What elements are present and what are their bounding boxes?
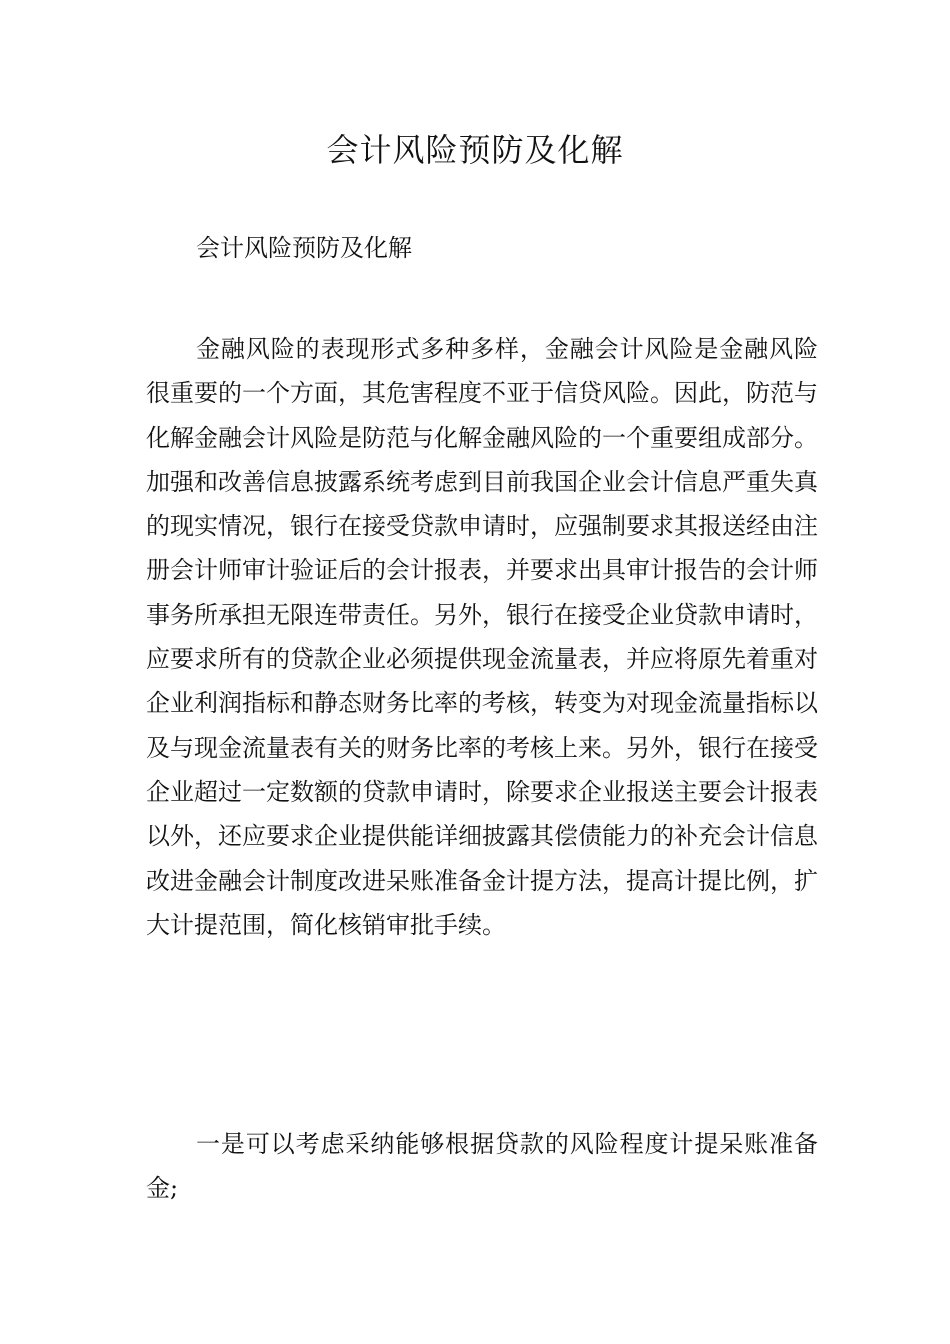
body-paragraph: 金融风险的表现形式多种多样，金融会计风险是金融风险很重要的一个方面，其危害程度不亚于信贷风险。因此，防范与化解金融会计风险是防范与化解金融风险的一个重要组成部分。加强和改善信息披露系统考虑到目前我国企业会计信息严重失真的现实情况，银行在接受贷款申请时，应强制要求其报送经由注册会计师审计验证后的会计报表，并要求出具审计报告的会计师事务所承担无限连带责任。另外，银行在接受企业贷款申请时，应要求所有的贷款企业必须提供现金流量表，并应将原先着重对企业利润指标和静态财务比率的考核，转变为对现金流量指标以及与现金流量表有关的财务比率的考核上来。另外，银行在接受企业超过一定数额的贷款申请时，除要求企业报送主要会计报表以外，还应要求企业提供能详细披露其偿债能力的补充会计信息改进金融会计制度改进呆账准备金计提方法，提高计提比例，扩大计提范围，简化核销审批手续。 xyxy=(146,335,818,939)
body-paragraph: 一是可以考虑采纳能够根据贷款的风险程度计提呆账准备金; xyxy=(146,1130,818,1203)
document-subtitle: 会计风险预防及化解 xyxy=(196,234,412,262)
document-title: 会计风险预防及化解 xyxy=(326,131,624,169)
